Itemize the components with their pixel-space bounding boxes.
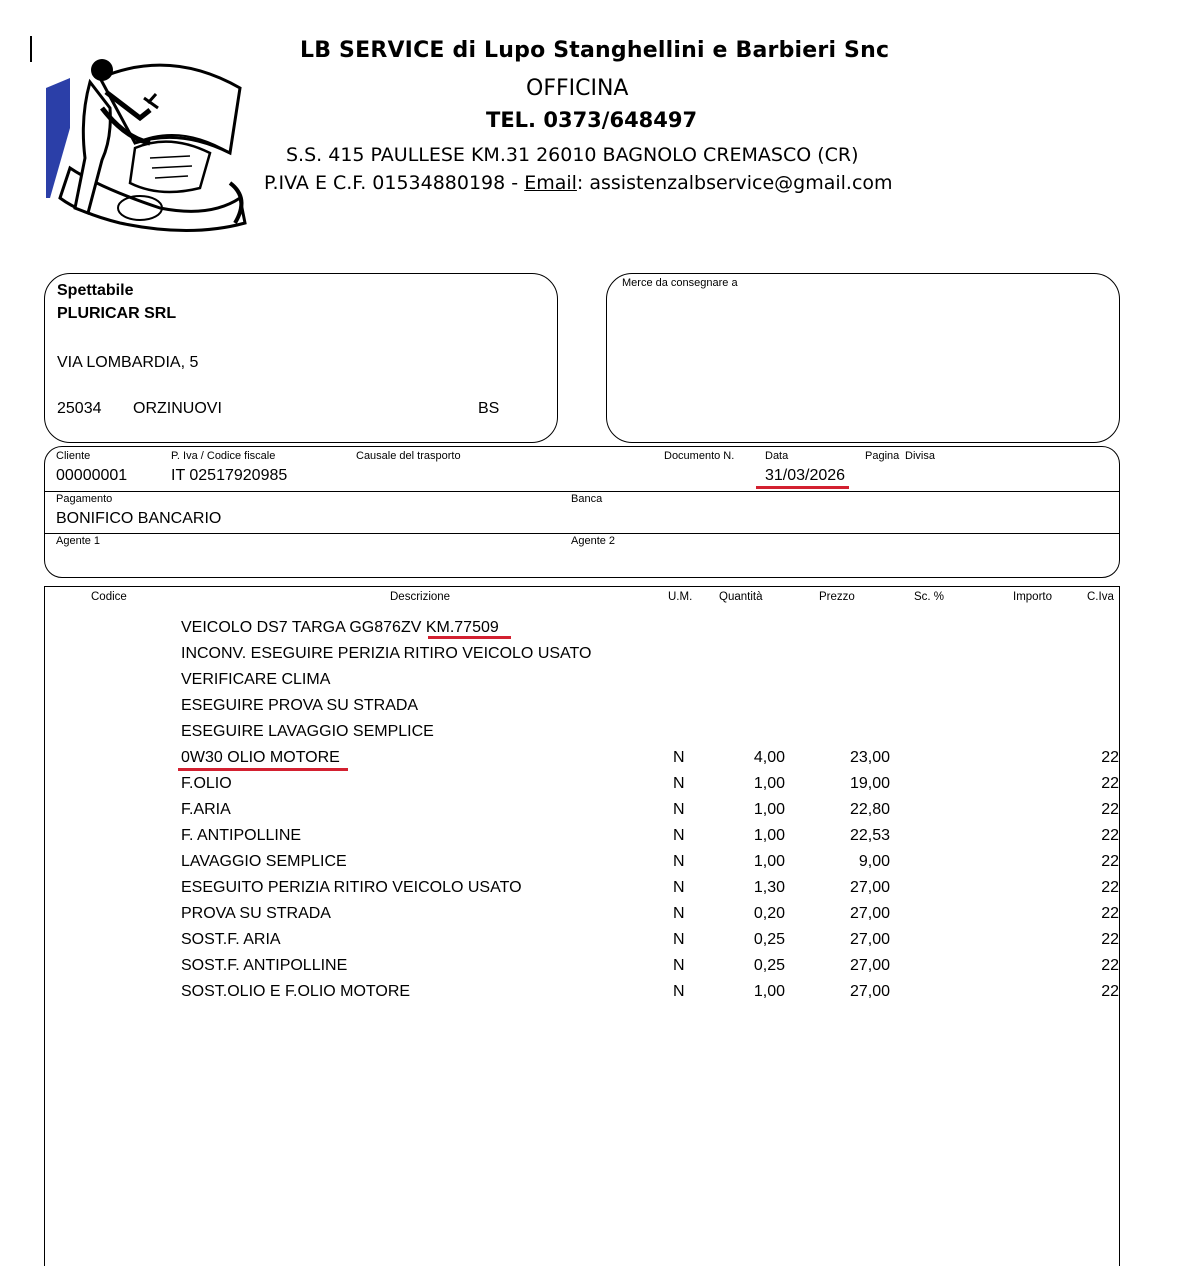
recipient-city: ORZINUOVI xyxy=(133,400,222,417)
department-label: OFFICINA xyxy=(526,76,629,101)
agente1-label: Agente 1 xyxy=(56,535,101,547)
date-highlight-underline xyxy=(756,486,849,489)
table-row xyxy=(0,801,1200,827)
row-vat-code: 22 xyxy=(1101,853,1119,870)
row-vat-code: 22 xyxy=(1101,957,1119,974)
col-header-importo: Importo xyxy=(1013,591,1052,603)
col-header-codice: Codice xyxy=(91,591,127,603)
row-quantity: 0,20 xyxy=(753,905,785,922)
row-description: F. ANTIPOLLINE xyxy=(181,827,302,844)
row-price: 27,00 xyxy=(849,957,890,974)
row-quantity: 1,00 xyxy=(753,775,785,792)
table-row xyxy=(0,853,1200,879)
table-row xyxy=(0,749,1200,775)
table-row xyxy=(0,827,1200,853)
pagina-label: Pagina xyxy=(865,450,900,462)
row-vat-code: 22 xyxy=(1101,775,1119,792)
col-header-um: U.M. xyxy=(668,591,693,603)
recipient-zip: 25034 xyxy=(57,400,102,417)
row-description: INCONV. ESEGUIRE PERIZIA RITIRO VEICOLO USATO xyxy=(181,645,592,662)
row-um: N xyxy=(673,931,685,948)
row-description: F.OLIO xyxy=(181,775,232,792)
table-row xyxy=(0,983,1200,1009)
row-vat-code: 22 xyxy=(1101,879,1119,896)
piva-label: P. Iva / Codice fiscale xyxy=(171,450,276,462)
table-row xyxy=(0,697,1200,723)
company-vat-email xyxy=(264,172,893,194)
row-quantity: 0,25 xyxy=(753,931,785,948)
col-header-prezzo: Prezzo xyxy=(819,591,855,603)
col-header-quantita: Quantità xyxy=(719,591,763,603)
row-price: 22,53 xyxy=(849,827,890,844)
row-um: N xyxy=(673,879,685,896)
row-vat-code: 22 xyxy=(1101,931,1119,948)
row-description: F.ARIA xyxy=(181,801,231,818)
row-price: 27,00 xyxy=(849,879,890,896)
company-address: S.S. 415 PAULLESE KM.31 26010 BAGNOLO CREMASCO (CR) xyxy=(286,144,859,166)
piva-value: IT 02517920985 xyxy=(171,467,288,484)
table-row xyxy=(0,879,1200,905)
row-um: N xyxy=(673,749,685,766)
vat-text: P.IVA E C.F. 01534880198 - xyxy=(264,172,525,194)
row-price: 27,00 xyxy=(849,931,890,948)
divisa-label: Divisa xyxy=(905,450,935,462)
row-vat-code: 22 xyxy=(1101,983,1119,1000)
row-description: ESEGUIRE PROVA SU STRADA xyxy=(181,697,419,714)
table-row xyxy=(0,619,1200,645)
row-description: LAVAGGIO SEMPLICE xyxy=(181,853,347,870)
text-cursor xyxy=(30,36,32,62)
row-price: 9,00 xyxy=(858,853,890,870)
row-quantity: 1,00 xyxy=(753,853,785,870)
row-quantity: 1,00 xyxy=(753,983,785,1000)
recipient-street: VIA LOMBARDIA, 5 xyxy=(57,354,199,371)
row-quantity: 1,00 xyxy=(753,801,785,818)
row-price: 23,00 xyxy=(849,749,890,766)
col-header-sconto: Sc. % xyxy=(914,591,945,603)
row-vat-code: 22 xyxy=(1101,801,1119,818)
cliente-label: Cliente xyxy=(56,450,91,462)
row-um: N xyxy=(673,801,685,818)
row-description: VERIFICARE CLIMA xyxy=(181,671,331,688)
row-description: SOST.F. ANTIPOLLINE xyxy=(181,957,348,974)
documento-label: Documento N. xyxy=(664,450,735,462)
email-value: : assistenzalbservice@gmail.com xyxy=(576,172,893,194)
row-quantity: 4,00 xyxy=(753,749,785,766)
row-vat-code: 22 xyxy=(1101,827,1119,844)
row-um: N xyxy=(673,957,685,974)
company-name: LB SERVICE di Lupo Stanghellini e Barbieri Snc xyxy=(300,38,890,63)
delivery-box xyxy=(606,273,1120,443)
row-um: N xyxy=(673,775,685,792)
row-um: N xyxy=(673,905,685,922)
table-row xyxy=(0,775,1200,801)
row-quantity: 0,25 xyxy=(753,957,785,974)
row-price: 27,00 xyxy=(849,905,890,922)
pagamento-label: Pagamento xyxy=(56,493,113,505)
row-price: 22,80 xyxy=(849,801,890,818)
info-divider-2 xyxy=(44,533,1120,534)
banca-label: Banca xyxy=(571,493,603,505)
delivery-label: Merce da consegnare a xyxy=(622,277,738,289)
row-price: 19,00 xyxy=(849,775,890,792)
table-row xyxy=(0,905,1200,931)
row-um: N xyxy=(673,983,685,1000)
row-description: PROVA SU STRADA xyxy=(181,905,331,922)
mechanic-logo-icon xyxy=(40,48,255,238)
table-row xyxy=(0,723,1200,749)
col-header-descrizione: Descrizione xyxy=(390,591,451,603)
row-description: 0W30 OLIO MOTORE xyxy=(181,749,340,766)
info-divider-1 xyxy=(44,491,1120,492)
cliente-value: 00000001 xyxy=(56,467,128,484)
company-phone: TEL. 0373/648497 xyxy=(486,108,698,132)
recipient-name: PLURICAR SRL xyxy=(57,305,177,322)
row-description: VEICOLO DS7 TARGA GG876ZV KM.77509 xyxy=(181,619,499,636)
row-description: SOST.OLIO E F.OLIO MOTORE xyxy=(181,983,411,1000)
row-quantity: 1,30 xyxy=(753,879,785,896)
row-vat-code: 22 xyxy=(1101,749,1119,766)
causale-label: Causale del trasporto xyxy=(356,450,461,462)
recipient-province: BS xyxy=(478,400,500,417)
row-description: ESEGUITO PERIZIA RITIRO VEICOLO USATO xyxy=(181,879,522,896)
pagamento-value: BONIFICO BANCARIO xyxy=(56,510,222,527)
agente2-label: Agente 2 xyxy=(571,535,616,547)
table-row xyxy=(0,931,1200,957)
data-value: 31/03/2026 xyxy=(765,467,846,484)
row-vat-code: 22 xyxy=(1101,905,1119,922)
table-row xyxy=(0,645,1200,671)
row-description: SOST.F. ARIA xyxy=(181,931,281,948)
row-quantity: 1,00 xyxy=(753,827,785,844)
data-label: Data xyxy=(765,450,789,462)
email-label[interactable]: Email xyxy=(524,172,577,194)
recipient-label: Spettabile xyxy=(57,282,134,299)
table-row xyxy=(0,671,1200,697)
table-row xyxy=(0,957,1200,983)
col-header-civa: C.Iva xyxy=(1087,591,1114,603)
row-um: N xyxy=(673,827,685,844)
row-description: ESEGUIRE LAVAGGIO SEMPLICE xyxy=(181,723,434,740)
row-um: N xyxy=(673,853,685,870)
row-price: 27,00 xyxy=(849,983,890,1000)
